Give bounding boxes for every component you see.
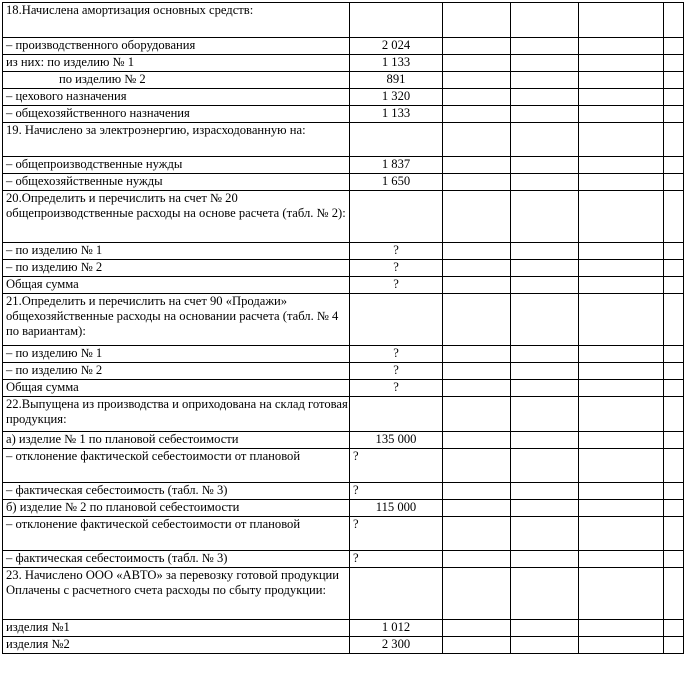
operation-amount <box>350 123 443 157</box>
operation-amount: ? <box>350 449 443 483</box>
empty-cell <box>664 72 684 89</box>
table-row <box>3 483 684 500</box>
operation-description: – производственного оборудования <box>3 38 350 55</box>
table-row <box>3 38 684 55</box>
operation-amount: 2 300 <box>350 637 443 654</box>
operation-description: а) изделие № 1 по плановой себестоимости <box>3 432 350 449</box>
empty-cell <box>664 346 684 363</box>
operation-description: Общая сумма <box>3 277 350 294</box>
empty-cell <box>579 363 664 380</box>
empty-cell <box>664 517 684 551</box>
operation-amount: ? <box>350 346 443 363</box>
empty-cell <box>511 363 579 380</box>
empty-cell <box>443 449 511 483</box>
table-row <box>3 432 684 449</box>
empty-cell <box>511 106 579 123</box>
operation-description: изделия №1 <box>3 620 350 637</box>
operation-amount: 891 <box>350 72 443 89</box>
operation-description: – цехового назначения <box>3 89 350 106</box>
operation-description: по изделию № 2 <box>3 72 350 89</box>
empty-cell <box>664 106 684 123</box>
operation-description: – по изделию № 2 <box>3 260 350 277</box>
operation-description: – общехозяйственного назначения <box>3 106 350 123</box>
empty-cell <box>443 500 511 517</box>
empty-cell <box>511 551 579 568</box>
empty-cell <box>579 551 664 568</box>
operation-description: 23. Начислено ООО «АВТО» за перевозку готовой продукции Оплачены с расчетного счета расходы по сбыту продукции: <box>3 568 350 620</box>
empty-cell <box>579 620 664 637</box>
empty-cell <box>511 260 579 277</box>
table-row <box>3 637 684 654</box>
table-body <box>3 3 684 654</box>
empty-cell <box>664 89 684 106</box>
empty-cell <box>579 277 664 294</box>
empty-cell <box>579 55 664 72</box>
operation-amount: 1 837 <box>350 157 443 174</box>
empty-cell <box>511 517 579 551</box>
table-row <box>3 346 684 363</box>
operation-description: Общая сумма <box>3 380 350 397</box>
empty-cell <box>664 55 684 72</box>
empty-cell <box>511 568 579 620</box>
empty-cell <box>664 363 684 380</box>
empty-cell <box>511 3 579 38</box>
empty-cell <box>664 3 684 38</box>
empty-cell <box>443 483 511 500</box>
empty-cell <box>664 174 684 191</box>
empty-cell <box>511 500 579 517</box>
empty-cell <box>443 277 511 294</box>
empty-cell <box>664 38 684 55</box>
empty-cell <box>443 380 511 397</box>
operation-amount: 1 133 <box>350 106 443 123</box>
empty-cell <box>664 243 684 260</box>
empty-cell <box>443 397 511 432</box>
operation-amount <box>350 191 443 243</box>
empty-cell <box>664 620 684 637</box>
operation-amount: 2 024 <box>350 38 443 55</box>
empty-cell <box>511 243 579 260</box>
operation-description: – по изделию № 2 <box>3 363 350 380</box>
empty-cell <box>579 517 664 551</box>
operation-description: – по изделию № 1 <box>3 243 350 260</box>
empty-cell <box>579 106 664 123</box>
empty-cell <box>443 38 511 55</box>
operation-description: из них: по изделию № 1 <box>3 55 350 72</box>
empty-cell <box>579 449 664 483</box>
operation-description: 21.Определить и перечислить на счет 90 «Продажи» общехозяйственные расходы на основании расчета (табл. № 4 по вариантам): <box>3 294 350 346</box>
operation-description: – общехозяйственные нужды <box>3 174 350 191</box>
operation-amount <box>350 3 443 38</box>
empty-cell <box>579 157 664 174</box>
table-row <box>3 89 684 106</box>
operation-amount: ? <box>350 380 443 397</box>
empty-cell <box>443 3 511 38</box>
empty-cell <box>664 483 684 500</box>
table-row <box>3 55 684 72</box>
empty-cell <box>443 637 511 654</box>
operation-amount: 1 320 <box>350 89 443 106</box>
empty-cell <box>443 89 511 106</box>
table-row <box>3 277 684 294</box>
table-row <box>3 191 684 243</box>
operation-description: – общепроизводственные нужды <box>3 157 350 174</box>
empty-cell <box>443 174 511 191</box>
empty-cell <box>511 397 579 432</box>
operation-description: 18.Начислена амортизация основных средств: <box>3 3 350 38</box>
empty-cell <box>511 174 579 191</box>
empty-cell <box>511 483 579 500</box>
empty-cell <box>511 277 579 294</box>
empty-cell <box>664 449 684 483</box>
empty-cell <box>511 294 579 346</box>
empty-cell <box>579 3 664 38</box>
empty-cell <box>664 397 684 432</box>
empty-cell <box>579 637 664 654</box>
operation-amount <box>350 397 443 432</box>
table-row <box>3 123 684 157</box>
empty-cell <box>443 551 511 568</box>
empty-cell <box>664 432 684 449</box>
empty-cell <box>664 551 684 568</box>
empty-cell <box>579 568 664 620</box>
empty-cell <box>664 157 684 174</box>
empty-cell <box>664 637 684 654</box>
empty-cell <box>579 174 664 191</box>
empty-cell <box>443 432 511 449</box>
operation-amount: ? <box>350 517 443 551</box>
operation-description: – отклонение фактической себестоимости от плановой <box>3 517 350 551</box>
operation-amount: ? <box>350 551 443 568</box>
operation-amount: 1 650 <box>350 174 443 191</box>
empty-cell <box>579 191 664 243</box>
operation-description: 19. Начислено за электроэнергию, израсходованную на: <box>3 123 350 157</box>
empty-cell <box>511 38 579 55</box>
empty-cell <box>579 72 664 89</box>
empty-cell <box>443 620 511 637</box>
empty-cell <box>664 568 684 620</box>
empty-cell <box>579 38 664 55</box>
table-row <box>3 568 684 620</box>
empty-cell <box>443 294 511 346</box>
table-row <box>3 174 684 191</box>
empty-cell <box>443 346 511 363</box>
operation-description: – по изделию № 1 <box>3 346 350 363</box>
empty-cell <box>664 294 684 346</box>
empty-cell <box>511 157 579 174</box>
empty-cell <box>511 89 579 106</box>
empty-cell <box>579 397 664 432</box>
operations-table <box>2 2 684 654</box>
empty-cell <box>511 380 579 397</box>
empty-cell <box>664 260 684 277</box>
empty-cell <box>443 243 511 260</box>
operation-description: – фактическая себестоимость (табл. № 3) <box>3 551 350 568</box>
empty-cell <box>579 123 664 157</box>
empty-cell <box>579 380 664 397</box>
empty-cell <box>511 637 579 654</box>
empty-cell <box>443 568 511 620</box>
table-row <box>3 260 684 277</box>
empty-cell <box>511 191 579 243</box>
empty-cell <box>443 72 511 89</box>
table-row <box>3 620 684 637</box>
table-row <box>3 243 684 260</box>
empty-cell <box>511 72 579 89</box>
empty-cell <box>664 191 684 243</box>
empty-cell <box>664 500 684 517</box>
empty-cell <box>579 260 664 277</box>
operation-amount: 135 000 <box>350 432 443 449</box>
table-row <box>3 517 684 551</box>
empty-cell <box>443 191 511 243</box>
table-row <box>3 106 684 123</box>
table-row <box>3 363 684 380</box>
operation-description: 20.Определить и перечислить на счет № 20 общепроизводственные расходы на основе расчета (табл. № 2): <box>3 191 350 243</box>
operation-description: изделия №2 <box>3 637 350 654</box>
empty-cell <box>511 55 579 72</box>
empty-cell <box>579 346 664 363</box>
empty-cell <box>443 363 511 380</box>
operation-amount: 1 012 <box>350 620 443 637</box>
operation-amount: ? <box>350 260 443 277</box>
empty-cell <box>511 620 579 637</box>
operation-amount: ? <box>350 363 443 380</box>
empty-cell <box>579 294 664 346</box>
empty-cell <box>443 123 511 157</box>
operation-amount: ? <box>350 483 443 500</box>
table-row <box>3 551 684 568</box>
empty-cell <box>511 449 579 483</box>
operation-description: 22.Выпущена из производства и оприходована на склад готовая продукция: <box>3 397 350 432</box>
operation-amount: 115 000 <box>350 500 443 517</box>
empty-cell <box>443 157 511 174</box>
operation-amount <box>350 294 443 346</box>
table-row <box>3 449 684 483</box>
empty-cell <box>511 346 579 363</box>
operation-description: – отклонение фактической себестоимости от плановой <box>3 449 350 483</box>
operation-amount: ? <box>350 277 443 294</box>
table-row <box>3 380 684 397</box>
operation-amount <box>350 568 443 620</box>
empty-cell <box>511 123 579 157</box>
empty-cell <box>443 106 511 123</box>
empty-cell <box>579 432 664 449</box>
operation-description: – фактическая себестоимость (табл. № 3) <box>3 483 350 500</box>
table-row <box>3 294 684 346</box>
table-row <box>3 72 684 89</box>
empty-cell <box>664 380 684 397</box>
operation-amount: ? <box>350 243 443 260</box>
table-row <box>3 157 684 174</box>
table-row <box>3 3 684 38</box>
empty-cell <box>579 89 664 106</box>
empty-cell <box>664 277 684 294</box>
empty-cell <box>664 123 684 157</box>
operation-description: б) изделие № 2 по плановой себестоимости <box>3 500 350 517</box>
empty-cell <box>443 260 511 277</box>
table-row <box>3 500 684 517</box>
empty-cell <box>579 243 664 260</box>
empty-cell <box>443 55 511 72</box>
empty-cell <box>579 483 664 500</box>
empty-cell <box>443 517 511 551</box>
operation-amount: 1 133 <box>350 55 443 72</box>
table-row <box>3 397 684 432</box>
empty-cell <box>579 500 664 517</box>
empty-cell <box>511 432 579 449</box>
